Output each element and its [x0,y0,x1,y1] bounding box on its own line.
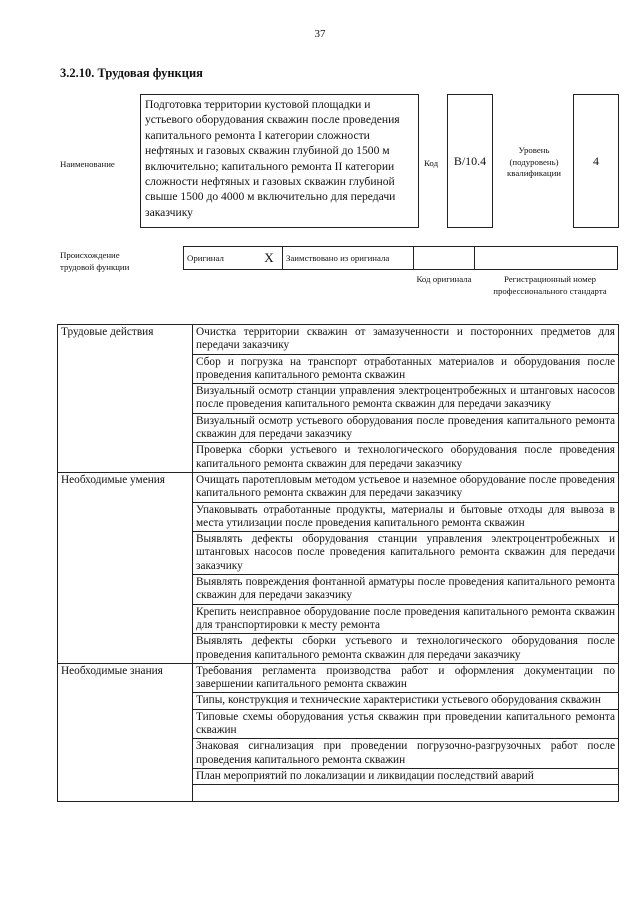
original-code-caption: Код оригинала [416,274,472,284]
list-item: Типовые схемы оборудования устья скважин при проведении капитального ремонта скважин [193,709,619,739]
section-title-skills: Необходимые умения [58,472,193,663]
list-item: Сбор и погрузка на транспорт отработанных материалов и оборудования после проведения капитального ремонта скважин [193,354,619,384]
list-item: План мероприятий по локализации и ликвидации последствий аварий [193,768,619,784]
origin-label-line2: трудовой функции [60,262,130,272]
section-title: 3.2.10. Трудовая функция [60,66,203,80]
code-value-box: B/10.4 [447,94,493,228]
origin-label-line1: Происхождение [60,250,120,260]
borrowed-label-cell: Заимствовано из оригинала [283,247,414,270]
list-item: Типы, конструкция и технические характеристики устьевого оборудования скважин [193,693,619,709]
list-item: Требования регламента производства работ и оформления документации по завершении капитального ремонта скважин [193,663,619,693]
list-item: Очистка территории скважин от замазученности и посторонних предметов для передачи заказчику [193,325,619,355]
table-row [58,663,619,693]
table-row [58,472,619,502]
list-item: Выявлять повреждения фонтанной арматуры после проведения капитального ремонта скважин для передачи заказчику [193,575,619,605]
origin-label [60,249,129,273]
list-item: Очищать паротепловым методом устьевое и наземное оборудование после проведения капитального ремонта скважин для передачи заказчику [193,472,619,502]
section-title-actions: Трудовые действия [58,325,193,473]
code-label: Код [424,158,439,168]
level-label: Уровень (подуровень) квалификации [507,145,561,178]
original-mark: X [256,247,283,270]
function-name-box: Подготовка территории кустовой площадки и устьевого оборудования скважин после проведения капитального ремонта I категории сложности нефтяных и газовых скважин глубиной до 1500 м включительно; капитального ремонта II категории сложности нефтяных и газовых скважин глубиной свыше 1500 до 4000 м включительно для передачи заказчику [140,94,419,228]
registration-number-cell [475,247,618,270]
function-details-table [57,324,619,802]
list-item: Визуальный осмотр устьевого оборудования после проведения капитального ремонта скважин для передачи заказчику [193,413,619,443]
level-value-box: 4 [573,94,619,228]
name-label: Наименование [60,159,115,169]
list-item: Знаковая сигнализация при проведении погрузочно-разгрузочных работ после проведения капитального ремонта скважин [193,739,619,769]
list-item: Выявлять дефекты сборки устьевого и технологического оборудования после проведения капитального ремонта скважин для передачи заказчику [193,634,619,664]
original-label-cell: Оригинал [184,247,257,270]
list-item: Проверка сборки устьевого и технологического оборудования после проведения капитального ремонта скважин для передачи заказчику [193,443,619,473]
list-item: Упаковывать отработанные продукты, материалы и бытовые отходы для вывоза в места утилизации после проведения капитального ремонта скважин [193,502,619,532]
table-row [58,325,619,355]
page-number: 37 [314,28,326,40]
original-code-cell [414,247,475,270]
list-item: Крепить неисправное оборудование после проведения капитального ремонта скважин для транспортировки к месту ремонта [193,604,619,634]
empty-cell [193,785,619,802]
registration-number-caption: Регистрационный номер профессионального стандарта [493,274,607,296]
list-item: Визуальный осмотр станции управления электроцентробежных и штанговых насосов после проведения капитального ремонта скважин для передачи заказчику [193,384,619,414]
section-title-knowledge: Необходимые знания [58,663,193,801]
origin-table [183,246,618,270]
list-item: Выявлять дефекты оборудования станции управления электроцентробежных и штанговых насосов после проведения капитального ремонта скважин для передачи заказчику [193,532,619,575]
